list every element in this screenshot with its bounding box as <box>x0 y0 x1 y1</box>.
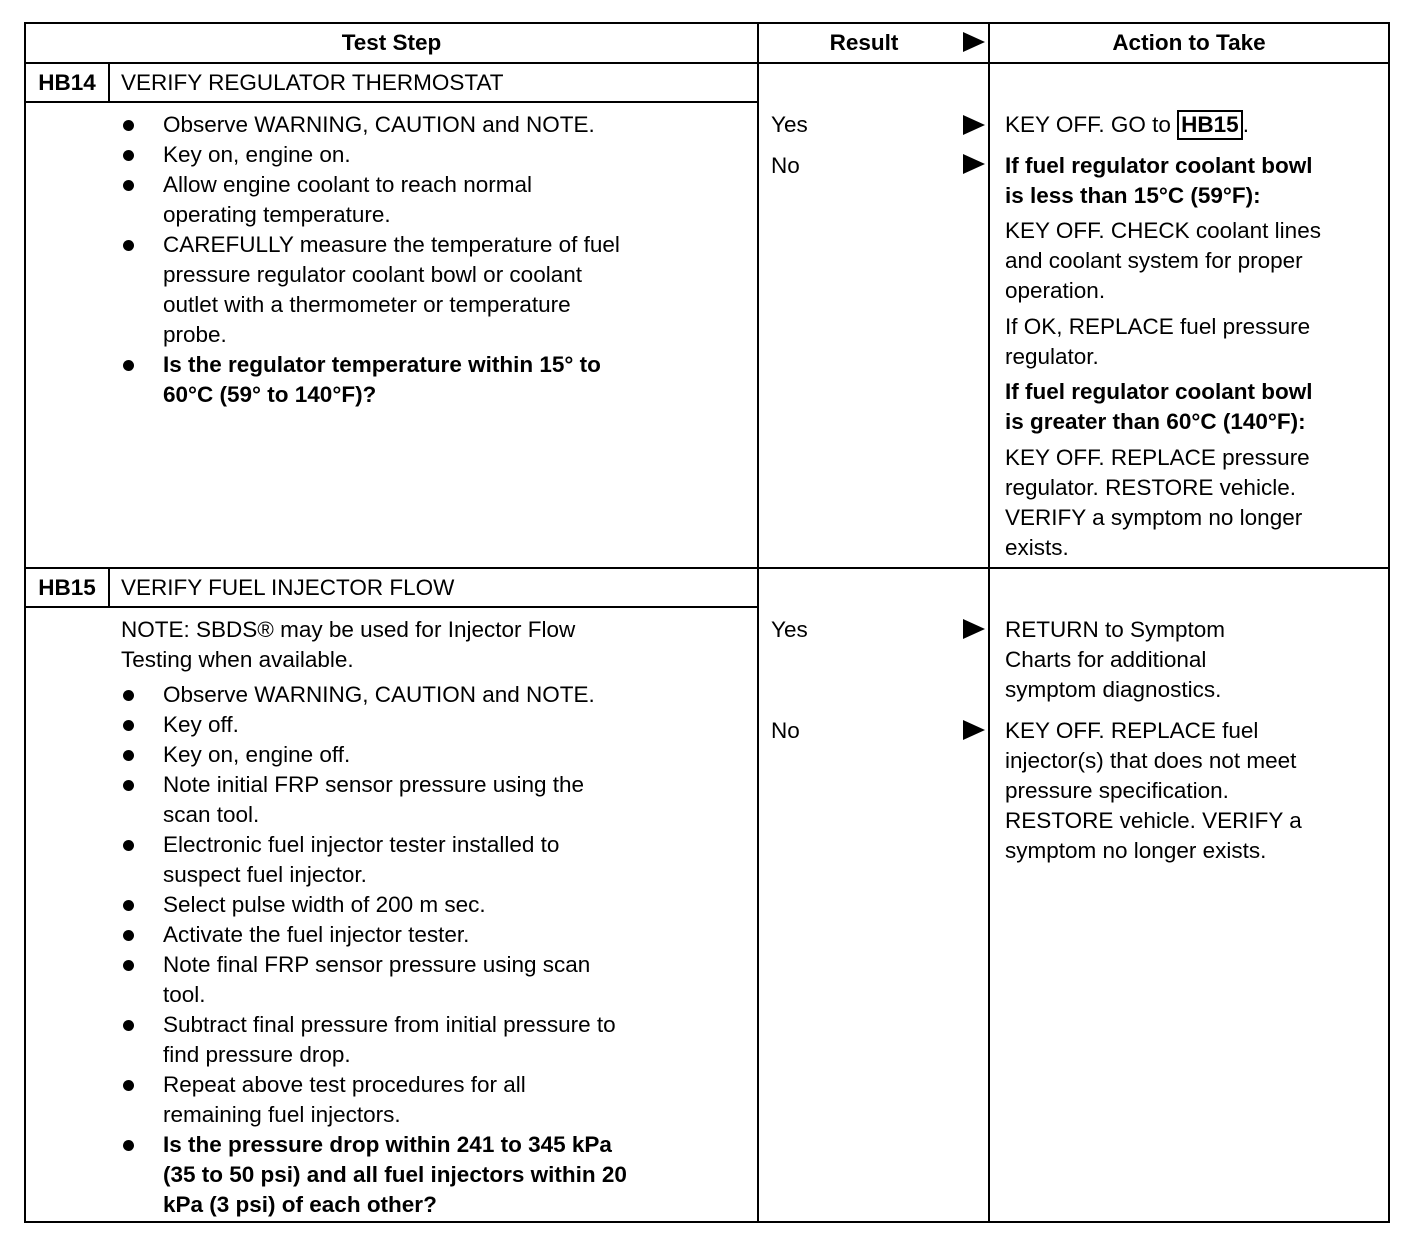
bullet-icon <box>123 840 134 851</box>
list-item-question: Is the pressure drop within 241 to 345 kPa <box>163 1132 612 1157</box>
action-text: KEY OFF. GO to <box>1005 112 1171 137</box>
hb14-no-condition-1-cont: is less than 15°C (59°F): <box>1005 183 1261 208</box>
list-item: Observe WARNING, CAUTION and NOTE. <box>163 112 595 137</box>
header-result: Result <box>829 30 899 55</box>
bullet-icon <box>123 240 134 251</box>
list-item: Subtract final pressure from initial pressure to <box>163 1012 616 1037</box>
table-right-border <box>1388 22 1390 1223</box>
list-item-continuation: (35 to 50 psi) and all fuel injectors within 20 <box>163 1162 627 1187</box>
hb15-reference-link[interactable]: HB15 <box>1177 110 1243 140</box>
hb14-action-yes <box>1005 110 1249 140</box>
list-item-continuation: remaining fuel injectors. <box>163 1102 401 1127</box>
table-left-border <box>24 22 26 1223</box>
bullet-icon <box>123 960 134 971</box>
hb14-no-condition-2-cont: is greater than 60°C (140°F): <box>1005 409 1306 434</box>
bullet-icon <box>123 1140 134 1151</box>
list-item-question: Is the regulator temperature within 15° to <box>163 352 601 377</box>
arrow-icon <box>963 115 985 135</box>
hb14-no-action-3: KEY OFF. REPLACE pressure <box>1005 445 1310 470</box>
action-column-border <box>988 22 990 1223</box>
list-item-continuation: probe. <box>163 322 227 347</box>
hb15-action-yes: RETURN to Symptom <box>1005 617 1226 642</box>
bullet-icon <box>123 1080 134 1091</box>
list-item: Electronic fuel injector tester installed to <box>163 832 560 857</box>
hb15-result-yes: Yes <box>771 617 808 642</box>
bullet-icon <box>123 750 134 761</box>
list-item-continuation: outlet with a thermometer or temperature <box>163 292 571 317</box>
list-item-continuation: tool. <box>163 982 206 1007</box>
bullet-icon <box>123 120 134 131</box>
hb14-no-action-2: If OK, REPLACE fuel pressure <box>1005 314 1311 339</box>
hb14-no-action-3-cont: regulator. RESTORE vehicle. <box>1005 475 1296 500</box>
bullet-icon <box>123 900 134 911</box>
bullet-icon <box>123 180 134 191</box>
hb14-no-action-2-cont: regulator. <box>1005 344 1099 369</box>
hb15-action-no: KEY OFF. REPLACE fuel <box>1005 718 1259 743</box>
list-item-continuation: pressure regulator coolant bowl or coolant <box>163 262 582 287</box>
header-arrow-icon <box>963 32 985 52</box>
bullet-icon <box>123 150 134 161</box>
hb14-no-action-1-cont: and coolant system for proper <box>1005 248 1303 273</box>
hb15-note-cont: Testing when available. <box>121 647 354 672</box>
list-item: Activate the fuel injector tester. <box>163 922 470 947</box>
hb14-title-underline <box>24 101 758 103</box>
arrow-icon <box>963 619 985 639</box>
bullet-icon <box>123 780 134 791</box>
list-item-continuation: 60°C (59° to 140°F)? <box>163 382 377 407</box>
list-item: CAREFULLY measure the temperature of fuel <box>163 232 620 257</box>
hb15-action-no-cont: pressure specification. <box>1005 778 1229 803</box>
hb14-no-condition-1: If fuel regulator coolant bowl <box>1005 153 1313 178</box>
hb14-result-yes: Yes <box>771 112 808 137</box>
list-item: Key on, engine off. <box>163 742 351 767</box>
header-bottom-border <box>24 62 1390 64</box>
hb14-title: VERIFY REGULATOR THERMOSTAT <box>121 70 504 95</box>
hb14-step-id: HB14 <box>38 70 96 95</box>
hb15-note: NOTE: SBDS® may be used for Injector Flow <box>121 617 576 642</box>
bullet-icon <box>123 690 134 701</box>
list-item-continuation: kPa (3 psi) of each other? <box>163 1192 437 1217</box>
list-item-continuation: scan tool. <box>163 802 260 827</box>
list-item: Note initial FRP sensor pressure using the <box>163 772 585 797</box>
list-item: Key off. <box>163 712 239 737</box>
hb15-action-no-cont: RESTORE vehicle. VERIFY a <box>1005 808 1302 833</box>
list-item: Allow engine coolant to reach normal <box>163 172 532 197</box>
hb15-action-yes-cont: Charts for additional <box>1005 647 1207 672</box>
action-period: . <box>1242 112 1249 137</box>
bullet-icon <box>123 930 134 941</box>
list-item-continuation: operating temperature. <box>163 202 391 227</box>
header-action: Action to Take <box>1112 30 1266 55</box>
list-item: Observe WARNING, CAUTION and NOTE. <box>163 682 595 707</box>
table-top-border <box>24 22 1390 24</box>
hb15-action-yes-cont: symptom diagnostics. <box>1005 677 1222 702</box>
list-item: Select pulse width of 200 m sec. <box>163 892 486 917</box>
hb15-step-id: HB15 <box>38 575 96 600</box>
hb15-id-divider <box>108 567 110 608</box>
hb15-action-no-cont: symptom no longer exists. <box>1005 838 1267 863</box>
hb15-action-no-cont: injector(s) that does not meet <box>1005 748 1297 773</box>
bullet-icon <box>123 720 134 731</box>
list-item-continuation: suspect fuel injector. <box>163 862 367 887</box>
bullet-icon <box>123 360 134 371</box>
section-divider <box>24 567 1390 569</box>
result-column-border <box>757 22 759 1223</box>
bullet-icon <box>123 1020 134 1031</box>
header-test-step: Test Step <box>341 30 442 55</box>
hb14-no-action-1-cont: operation. <box>1005 278 1106 303</box>
hb15-title: VERIFY FUEL INJECTOR FLOW <box>121 575 455 600</box>
list-item: Note final FRP sensor pressure using scan <box>163 952 591 977</box>
arrow-icon <box>963 720 985 740</box>
hb15-title-underline <box>24 606 758 608</box>
list-item: Key on, engine on. <box>163 142 351 167</box>
hb14-id-divider <box>108 62 110 103</box>
arrow-icon <box>963 154 985 174</box>
list-item-continuation: find pressure drop. <box>163 1042 351 1067</box>
list-item: Repeat above test procedures for all <box>163 1072 526 1097</box>
hb14-no-action-1: KEY OFF. CHECK coolant lines <box>1005 218 1321 243</box>
hb15-result-no: No <box>771 718 800 743</box>
table-bottom-border <box>24 1221 1390 1223</box>
hb14-no-condition-2: If fuel regulator coolant bowl <box>1005 379 1313 404</box>
hb14-result-no: No <box>771 153 800 178</box>
hb14-no-action-3-cont: VERIFY a symptom no longer <box>1005 505 1303 530</box>
hb14-no-action-3-cont: exists. <box>1005 535 1069 560</box>
